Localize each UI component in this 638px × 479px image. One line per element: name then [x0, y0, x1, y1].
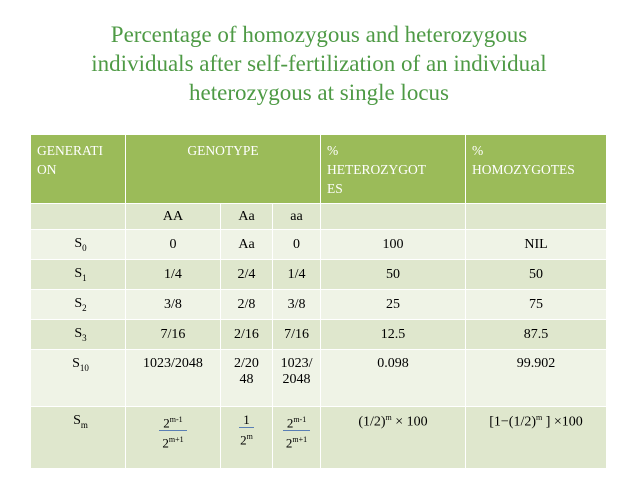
table-row — [31, 290, 607, 320]
genotype-table — [30, 134, 607, 469]
title-line-3: heterozygous at single locus — [189, 80, 449, 105]
subheader-aa: aa — [273, 204, 321, 230]
cell-AA: 0 — [126, 230, 221, 260]
generation-cell: $S_m$ — [31, 407, 126, 469]
table-row — [31, 407, 607, 469]
cell-heterozygotes: 50 — [321, 260, 466, 290]
cell-homozygotes: NIL — [466, 230, 607, 260]
header-generation: GENERATI ON — [31, 135, 126, 204]
cell-aa — [273, 407, 321, 469]
cell-aa: 1023/ 2048 — [273, 350, 321, 407]
cell-Aa: 2/8 — [221, 290, 273, 320]
table-row — [31, 320, 607, 350]
cell-heterozygotes: 0.098 — [321, 350, 466, 407]
cell-Aa: 2/4 — [221, 260, 273, 290]
cell-AA: 1/4 — [126, 260, 221, 290]
table-header-row — [31, 135, 607, 204]
cell-aa: 3/8 — [273, 290, 321, 320]
subheader-AA: AA — [126, 204, 221, 230]
subheader-Aa: Aa — [221, 204, 273, 230]
cell-homozygotes: [$1-(1/2)^m$ ] ×100 — [466, 407, 607, 469]
fraction-Aa: $\frac{1}{2^m}$ — [240, 412, 253, 448]
header-homozygotes: % HOMOZYGOTES — [466, 135, 607, 204]
cell-heterozygotes: 100 — [321, 230, 466, 260]
cell-aa: 1/4 — [273, 260, 321, 290]
generation-cell: $S_0$ — [31, 230, 126, 260]
cell-Aa: 2/20 48 — [221, 350, 273, 407]
generation-cell: $S_2$ — [31, 290, 126, 320]
cell-homozygotes: 99.902 — [466, 350, 607, 407]
cell-AA: 1023/2048 — [126, 350, 221, 407]
cell-heterozygotes: 12.5 — [321, 320, 466, 350]
generation-cell: $S_{10}$ — [31, 350, 126, 407]
table-row — [31, 260, 607, 290]
title-line-1: Percentage of homozygous and heterozygous — [110, 22, 528, 47]
cell-Aa — [221, 407, 273, 469]
cell-Aa: 2/16 — [221, 320, 273, 350]
cell-aa: 0 — [273, 230, 321, 260]
cell-homozygotes: 87.5 — [466, 320, 607, 350]
genotype-subheader-row — [31, 204, 607, 230]
slide-title — [20, 20, 618, 107]
cell-AA: 3/8 — [126, 290, 221, 320]
table-row — [31, 350, 607, 407]
generation-cell: $S_3$ — [31, 320, 126, 350]
cell-homozygotes: 50 — [466, 260, 607, 290]
cell-homozygotes: 75 — [466, 290, 607, 320]
cell-heterozygotes: $(1/2)^m \times 100$ — [321, 407, 466, 469]
cell-Aa: Aa — [221, 230, 273, 260]
generation-cell: $S_1$ — [31, 260, 126, 290]
table-row — [31, 230, 607, 260]
title-line-2: individuals after self-fertilization of an individual — [91, 51, 547, 76]
header-genotype: GENOTYPE — [126, 135, 321, 204]
cell-AA — [126, 407, 221, 469]
fraction-aa: $\frac{2^{m-1}}{2^{m+1}}$ — [283, 413, 310, 451]
fraction-AA: $\frac{2^{m-1}}{2^{m+1}}$ — [159, 413, 186, 451]
header-heterozygotes: % HETEROZYGOT ES — [321, 135, 466, 204]
cell-AA: 7/16 — [126, 320, 221, 350]
cell-heterozygotes: 25 — [321, 290, 466, 320]
cell-aa: 7/16 — [273, 320, 321, 350]
